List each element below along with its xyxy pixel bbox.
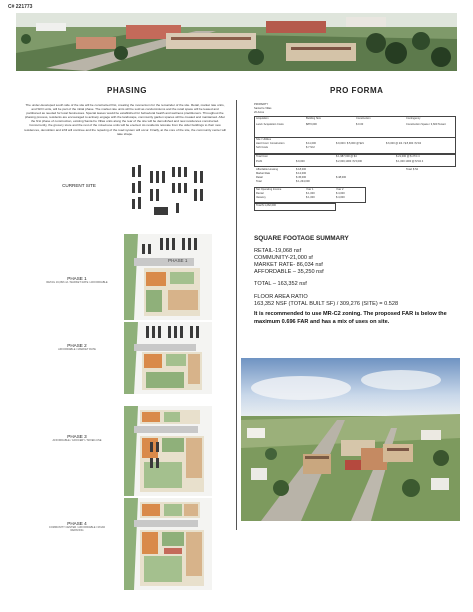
phase-1-site-plan	[124, 234, 212, 320]
pf-header-line-2: Santa Fe Villas	[254, 107, 272, 110]
pf-header-line-1: PROPERTY	[254, 103, 269, 106]
pf-t4-h0: Net Operating Income	[256, 188, 282, 191]
pf-t4-r0c0: Rental	[256, 192, 264, 195]
pf-t1-r0c0: Land / Acquisition Costs	[256, 123, 284, 126]
pf-t3-row-3	[256, 180, 452, 184]
pf-t2-r1c0: Profit	[256, 160, 263, 163]
pf-t1-r3c1: $ 7.5/sf	[306, 146, 315, 149]
pf-t1-row-1: Site / Utilities	[256, 138, 271, 141]
pf-t3-r2c1: $ 45,000	[296, 176, 307, 179]
far-title: FLOOR AREA RATIO	[254, 294, 308, 300]
pf-t1-row-3	[256, 146, 452, 150]
phase-2-site-plan	[124, 322, 212, 394]
document-id: C# 221773	[8, 4, 33, 10]
pf-t2-r0c0: Total Cost	[256, 155, 268, 158]
pf-t2-r0c3: $ 21,000 @ $ 27/4 4	[396, 155, 420, 158]
pf-t1-row-0	[256, 123, 452, 127]
phasing-description: The under-developed south side of the site will be constructed first, creating the momentum for the remainder of the site. Retail, market rate units, and SFO units, will be part of the initial phase. The market rate units will be sold as condominiums and the retail space will be leased and partitioned as needed for local businesses. Special leases would be established for behavioral health and wellness practitioners. Throughout the phasing process, residents are encouraged to actively engage with the landscape, community garden spaces will be created and maintained. After the first phase of construction, existing Santa Fe Villas units along the rear of the site will be demolished and new residences constructed. Concurrently, the grocery store and the rest of the mixed-use units will be erected. As residents relocate from the older buildings to their new residences, demolition and infill will continue and the repaving of the road system will occur. Finally, at the core of the site, the community center will take shape.	[24, 103, 226, 136]
pf-header-line-3: 20 Acres	[254, 111, 265, 114]
phase-3-label: PHASE 3	[67, 434, 87, 439]
banner-aerial-rendering	[16, 13, 457, 71]
current-site-label: CURRENT SITE	[62, 183, 96, 188]
phasing-heading: PHASING	[107, 86, 147, 95]
pf-t1-r2c2: $ 9,000 / $ 5,000 @ $21	[336, 142, 364, 145]
pf-t1-h0: Acquisition	[256, 117, 269, 120]
sq-line-affordable: AFFORDABLE – 35,250 nsf	[254, 269, 324, 275]
banner-illustration	[16, 13, 457, 71]
pf-t4-r0c2: $ 4,000	[336, 192, 345, 195]
pf-t3-r3c1: $ 1,234,000	[296, 180, 310, 183]
zoning-recommendation: It is recommended to use MR-C2 zoning. The proposed FAR is below the maximum 0.696 FAR and has a mix of uses on site.	[254, 311, 447, 325]
pf-t1-r2c1: $ 11,000	[306, 142, 316, 145]
pf-t4-h2: Year 2	[336, 188, 344, 191]
pf-t2-r0c2: $ 1,987,000 @ $4	[336, 155, 357, 158]
phase-1-overlay-label: PHASE 1	[168, 258, 188, 263]
pf-t1-r3c0: Soft Costs	[256, 146, 268, 149]
phase-1-caption	[42, 276, 112, 284]
pf-t1-r0c1: $870,000	[306, 123, 317, 126]
pf-t3-r3c0: Total	[256, 180, 262, 183]
phase-3-note: AFFORDABLE / GROCERY / MIXED-USE	[52, 439, 102, 442]
pf-t4-r1c0: Vacancy	[256, 196, 266, 199]
phase-4-note: COMMUNITY CENTER / AFFORDABLE / ROAD REPAVING	[48, 526, 106, 533]
aerial-rendering-illustration	[241, 358, 460, 521]
phase-4-caption	[42, 521, 112, 532]
phase-1-note: RETAIL 19,068 nsf / MARKET RATE / AFFORDABLE	[46, 281, 108, 284]
pf-t3-r1c1: $ 12,000	[296, 172, 307, 175]
current-site-plan	[124, 163, 212, 221]
phase-4-site-plan	[124, 498, 212, 590]
pf-t3-r0c0: Affordable Housing	[256, 168, 279, 171]
phase-2-note: AFFORDABLE / MARKET RATE	[58, 348, 96, 351]
pf-t4-r0c1: $ 1,000	[306, 192, 315, 195]
pf-t2-r1c1: $ 9,000	[296, 160, 305, 163]
sq-line-community: COMMUNITY-21,000 sf	[254, 255, 313, 261]
square-footage-title: SQUARE FOOTAGE SUMMARY	[254, 235, 349, 242]
pf-t1-h3: Contingency	[406, 117, 421, 120]
aerial-site-rendering	[241, 358, 460, 521]
pf-t1-h1: Building Size	[306, 117, 321, 120]
pf-t2-r1c3: $ 1,000 1000 @ $ 5/4 4	[396, 160, 424, 163]
phase-4-label: PHASE 4	[67, 521, 87, 526]
pf-t3-r0c1: $ 18,000	[296, 168, 307, 171]
pf-t3-r2c0: Retail	[256, 176, 263, 179]
pf-t2-row-1	[256, 160, 452, 164]
pf-t3-r0c3: Total: $ 54	[406, 168, 418, 171]
phase-3-caption	[42, 434, 112, 442]
pf-t4-row-1	[256, 196, 362, 200]
pf-t1-r2c3: $ 6,000 @ 2/4 / $ 8,900 / $ 5/4	[386, 142, 422, 145]
pf-t2-r1c2: $ 2,000,1000 / $ 5,000	[336, 160, 362, 163]
pf-t3-r1c0: Market Rate	[256, 172, 271, 175]
pro-forma-tables	[254, 103, 454, 223]
phase-1-label: PHASE 1	[67, 276, 87, 281]
pf-t4-r1c1: $ 1,000	[306, 196, 315, 199]
phase-2-label: PHASE 2	[67, 343, 87, 348]
pf-table-1-header	[256, 117, 452, 121]
pf-t1-r0c3: Construction Space / 3,600 Tenant	[406, 123, 446, 126]
phase-3-site-plan	[124, 406, 212, 496]
pf-summary-line: Total $ 1,262,000	[256, 204, 276, 207]
pf-t2-row-0	[256, 155, 452, 159]
pro-forma-heading: PRO FORMA	[330, 86, 384, 95]
pf-t4-r1c2: $ 4,000	[336, 196, 345, 199]
pf-t1-r2c0: Hard Cost / Construction	[256, 142, 285, 145]
pf-t1-h2: Construction	[356, 117, 371, 120]
pf-t4-h1: Year 1	[306, 188, 314, 191]
sq-total: TOTAL – 163,352 nsf	[254, 281, 307, 287]
pf-t1-r0c2: $ 0.00	[356, 123, 364, 126]
pf-t3-r2c2: $ 48,000	[336, 176, 347, 179]
column-divider	[236, 100, 237, 530]
phase-2-caption	[42, 343, 112, 351]
far-value: 163,352 NSF (TOTAL BUILT SF) / 309,276 (SITE) = 0.528	[254, 301, 399, 307]
sq-line-market-rate: MARKET RATE- 86,034 nsf	[254, 262, 323, 268]
sq-line-retail: RETAIL-19,068 nsf	[254, 248, 302, 254]
